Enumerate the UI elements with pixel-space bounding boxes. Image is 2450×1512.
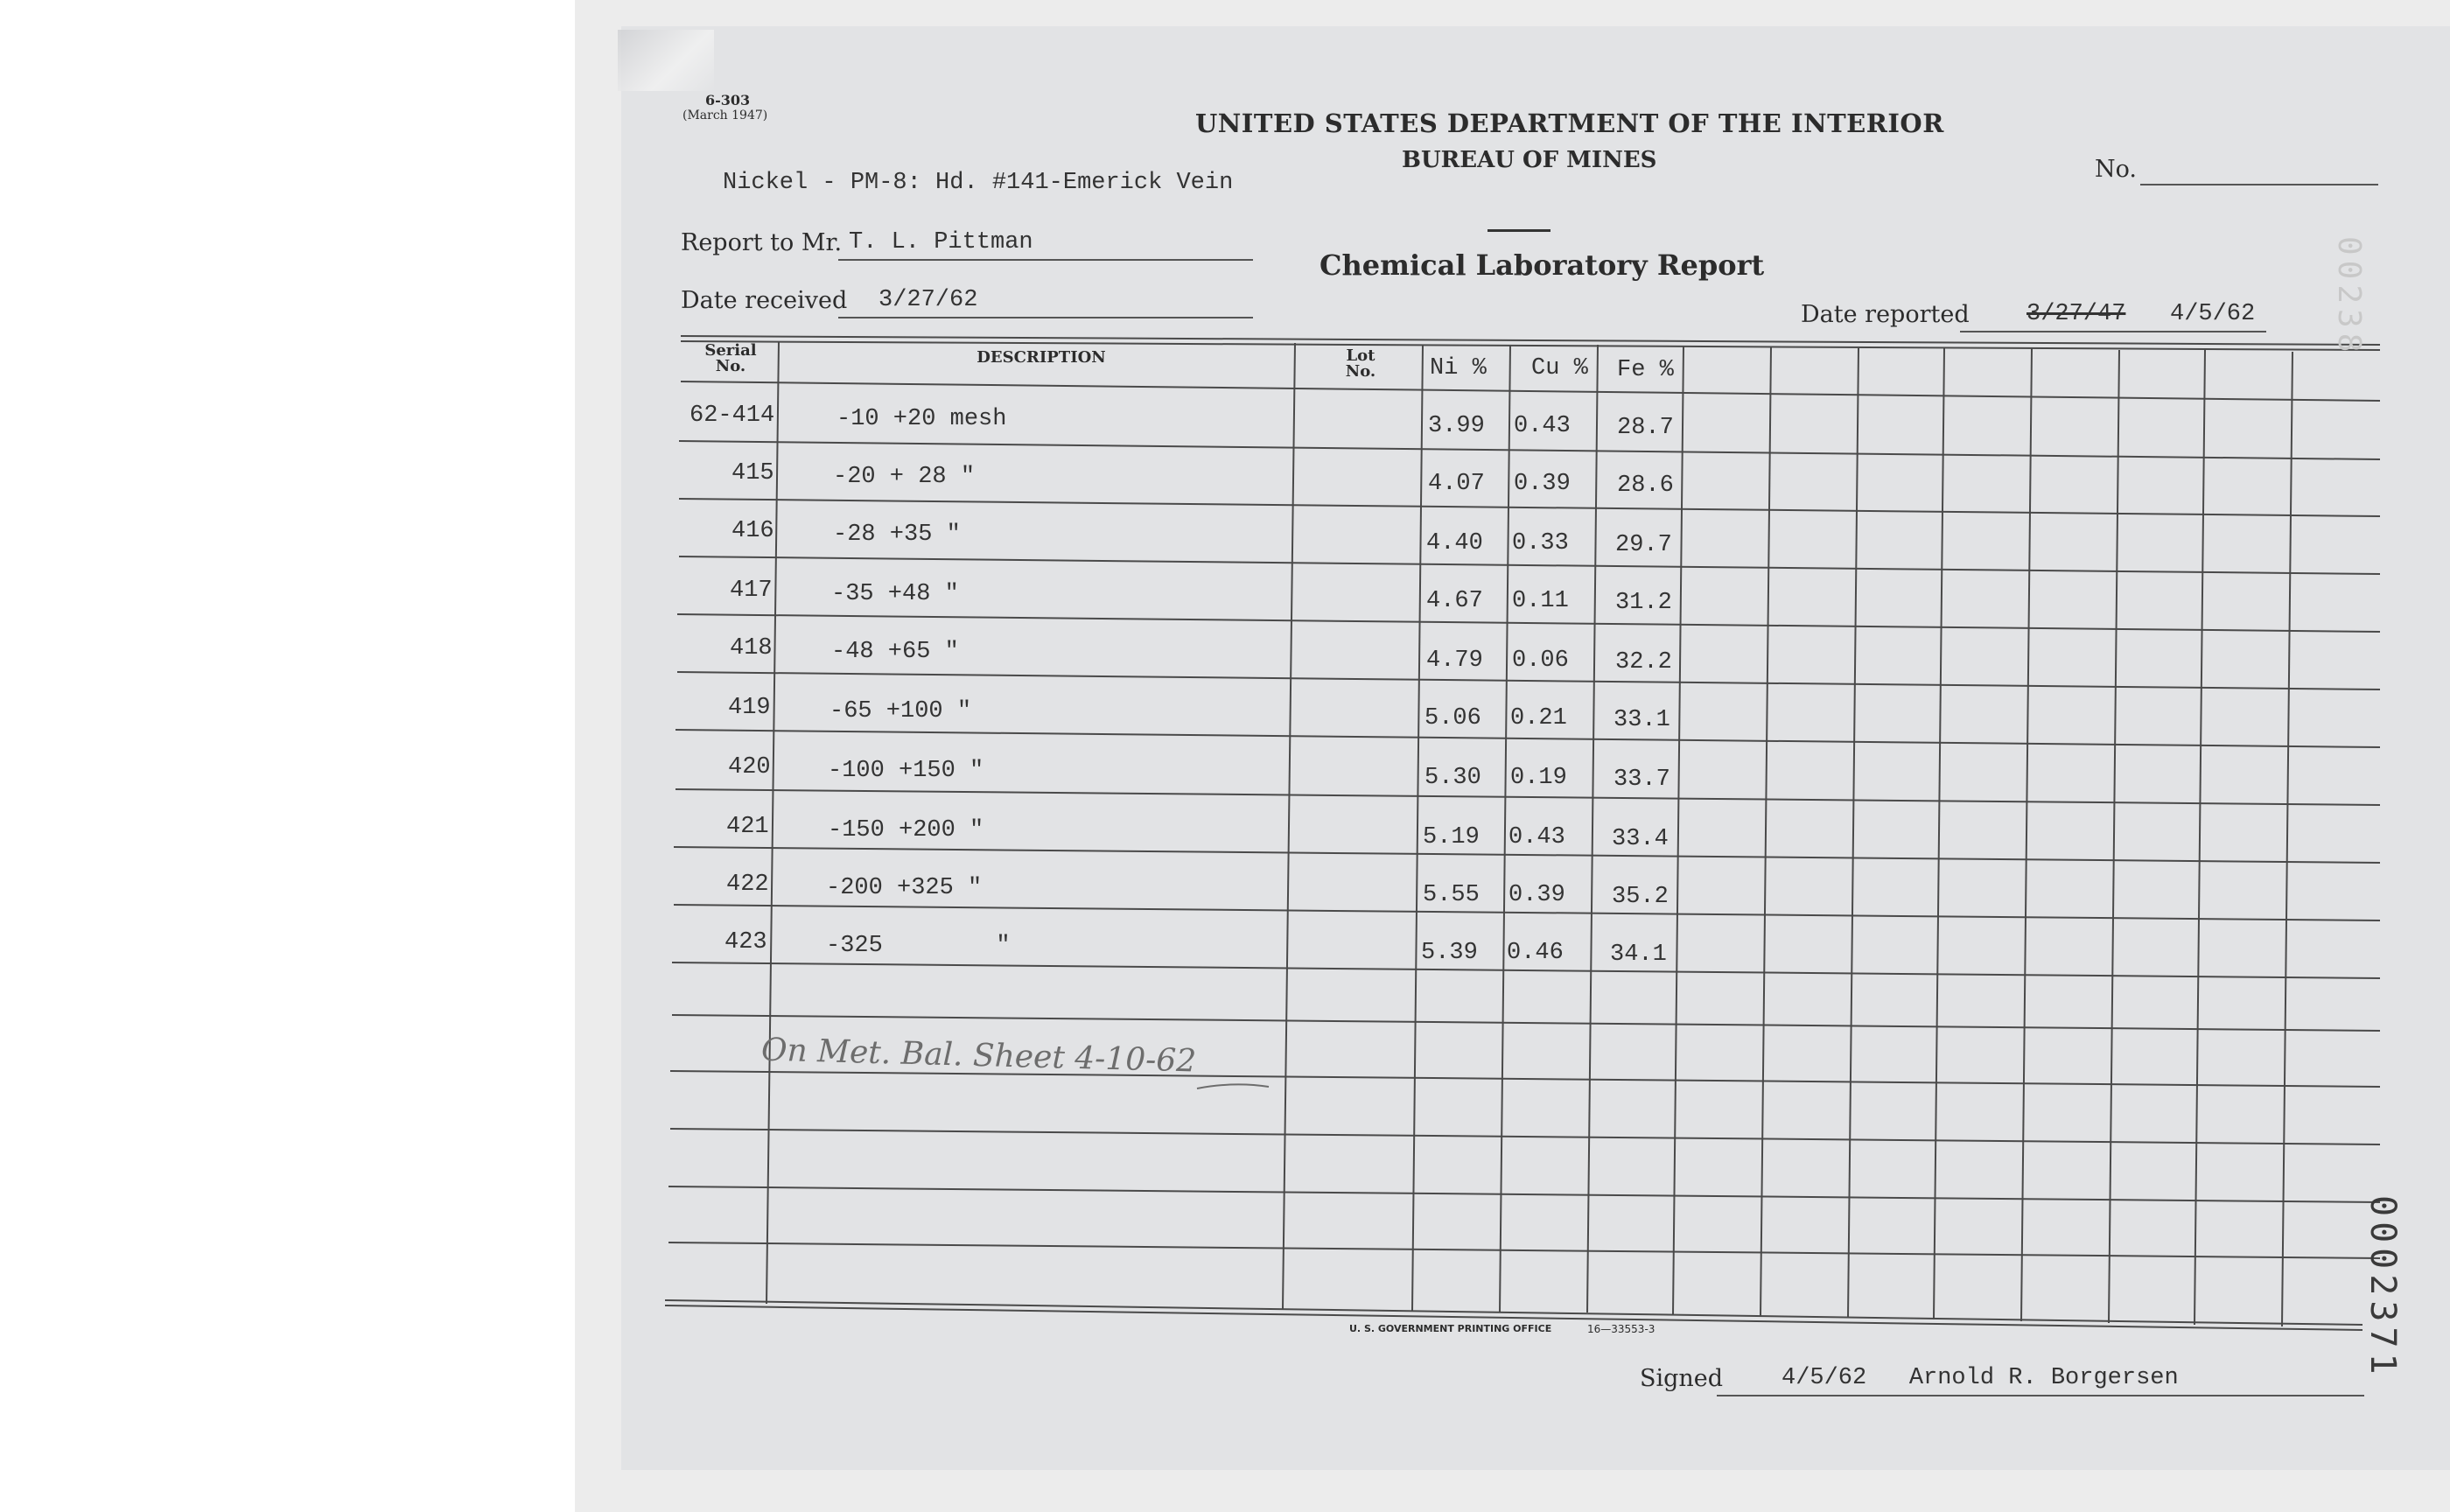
lot-header-bottom: No. [1345,362,1376,381]
cu-cell: 0.46 [1507,940,1564,966]
serial-cell: 62-414 [690,402,775,429]
cu-cell: 0.06 [1512,648,1569,674]
ni-cell: 5.39 [1421,940,1478,966]
ni-cell: 4.07 [1428,471,1485,497]
report-to-value: T. L. Pittman [849,229,1033,256]
fe-cell: 31.2 [1615,590,1672,616]
serial-cell: 422 [726,872,769,898]
description-cell: -35 +48 " [831,581,959,607]
fe-cell: 34.1 [1610,942,1667,968]
ni-cell: 4.40 [1426,530,1483,556]
description-cell: -48 +65 " [831,639,959,665]
signed-value: 4/5/62 Arnold R. Borgersen [1782,1365,2179,1391]
ni-cell: 5.19 [1423,824,1480,850]
serial-cell: 423 [724,929,767,956]
serial-cell: 418 [730,635,773,662]
fe-cell: 35.2 [1612,884,1669,910]
fe-cell: 33.1 [1614,707,1670,733]
signed-underline [1717,1395,2364,1396]
fe-cell: 29.7 [1615,532,1672,558]
description-cell: -20 + 28 " [833,464,976,490]
ni-cell: 5.30 [1424,765,1481,791]
fe-cell: 28.7 [1617,415,1674,441]
serial-cell: 421 [726,814,769,840]
date-reported-value: 4/5/62 [2170,301,2256,327]
description-cell: -150 +200 " [828,817,984,844]
description-cell: -28 +35 " [833,522,961,548]
fe-header: Fe % [1617,357,1674,383]
fe-cell: 33.7 [1614,766,1670,793]
ni-cell: 4.67 [1426,588,1483,614]
cu-cell: 0.39 [1508,882,1565,908]
report-to-label: Report to Mr. [681,229,843,256]
cu-cell: 0.11 [1512,588,1569,614]
form-revision: (March 1947) [682,108,768,122]
department-heading: UNITED STATES DEPARTMENT OF THE INTERIOR [1195,108,1944,138]
description-cell: -325 " [826,933,1011,959]
printing-code: 16—33553-3 [1587,1323,1656,1335]
printing-office: U. S. GOVERNMENT PRINTING OFFICE [1349,1323,1552,1334]
ni-cell: 5.55 [1423,882,1480,908]
cu-cell: 0.21 [1510,705,1567,732]
subject-line: Nickel - PM-8: Hd. #141-Emerick Vein [723,170,1234,196]
cu-cell: 0.19 [1510,765,1567,791]
serial-header-bottom: No. [715,357,746,375]
handwritten-note: On Met. Bal. Sheet 4-10-62 [760,1032,1197,1080]
cu-cell: 0.43 [1514,413,1571,439]
faint-number-stamp: 00238 [2331,236,2367,358]
date-received-value: 3/27/62 [878,287,978,313]
fe-cell: 32.2 [1615,649,1672,676]
serial-cell: 419 [728,695,771,721]
description-cell: -100 +150 " [828,758,984,784]
form-code: 6-303 [705,92,751,108]
number-label: No. [2095,156,2137,183]
ni-cell: 4.79 [1426,648,1483,674]
description-header: DESCRIPTION [976,348,1106,367]
date-received-label: Date received [681,287,848,314]
fe-cell: 28.6 [1617,472,1674,499]
signed-label: Signed [1640,1365,1724,1392]
date-reported-struck: 3/27/47 [2026,301,2126,327]
description-cell: -65 +100 " [830,698,972,724]
cu-cell: 0.43 [1508,824,1565,850]
ni-header: Ni % [1430,355,1487,382]
bureau-heading: BUREAU OF MINES [1402,147,1657,173]
serial-cell: 417 [730,578,773,604]
cu-cell: 0.33 [1512,530,1569,556]
ni-cell: 3.99 [1428,413,1485,439]
serial-header-top: Serial [704,341,757,360]
serial-cell: 415 [732,460,774,486]
description-cell: -200 +325 " [826,875,983,901]
date-reported-label: Date reported [1801,301,1970,328]
serial-cell: 416 [732,518,774,544]
fe-cell: 33.4 [1612,826,1669,852]
description-cell: -10 +20 mesh [836,406,1007,432]
cu-header: Cu % [1531,355,1588,382]
document-number-stamp: 0002371 [2362,1195,2403,1380]
lot-header-top: Lot [1346,346,1376,365]
cu-cell: 0.39 [1514,471,1571,497]
report-title: Chemical Laboratory Report [1320,248,1765,282]
ni-cell: 5.06 [1424,705,1481,732]
serial-cell: 420 [728,754,771,780]
